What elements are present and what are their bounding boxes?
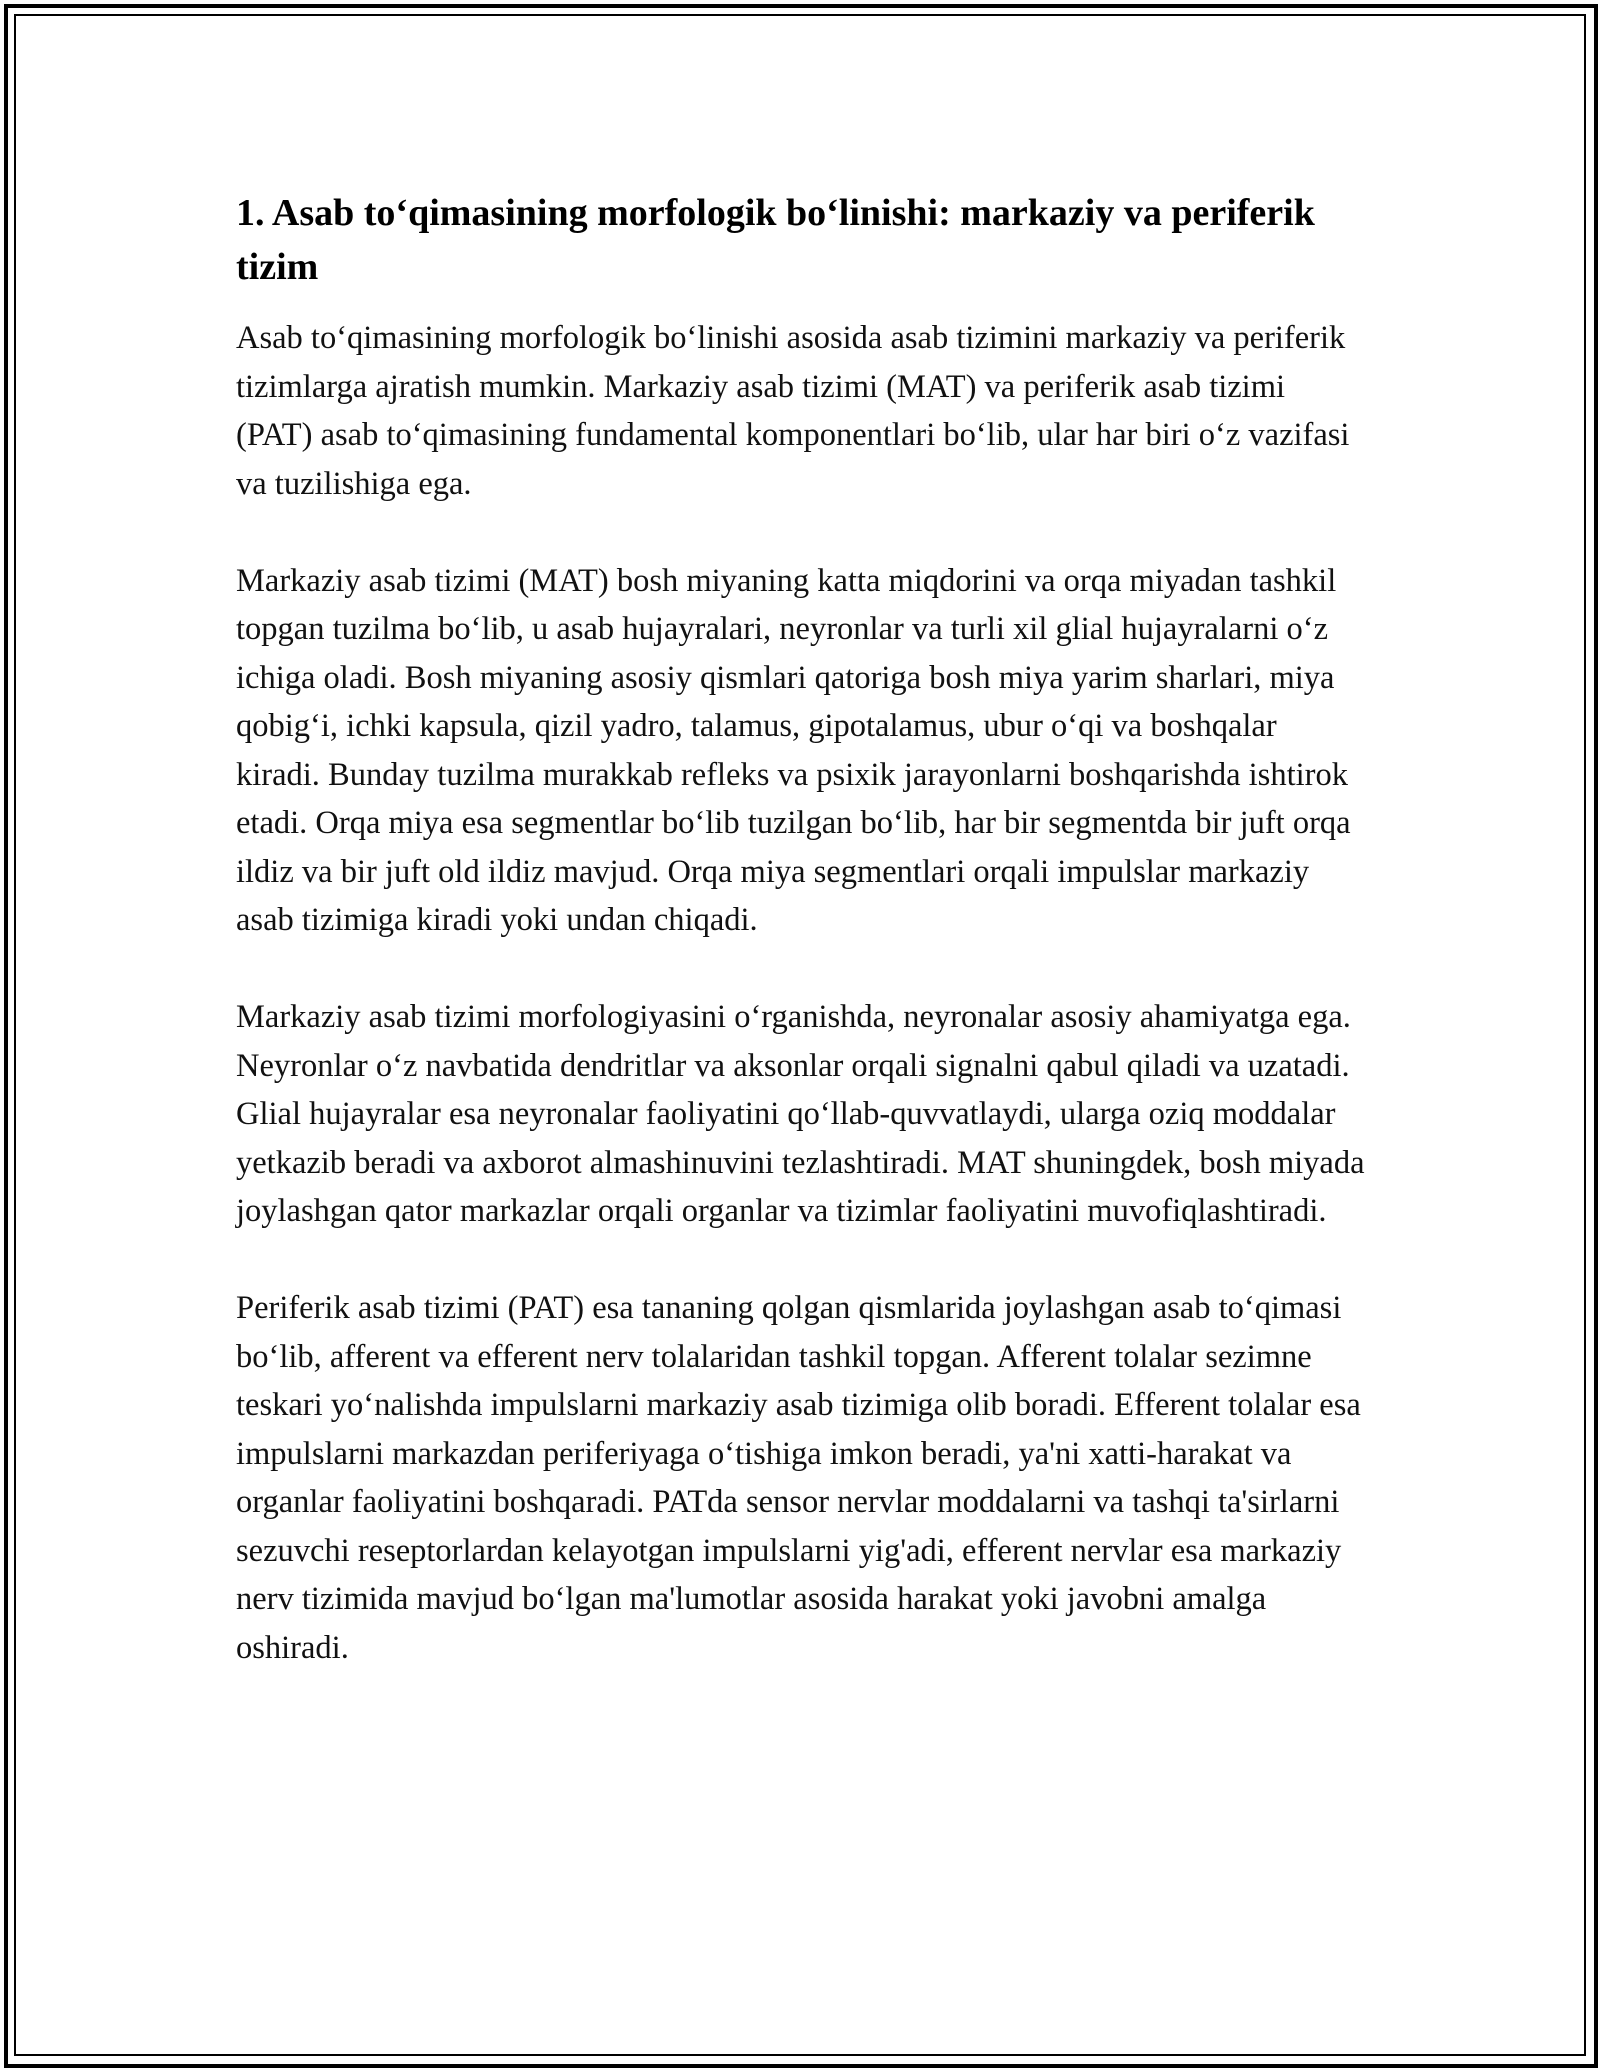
document-body [236,186,1366,1721]
paragraph-pat: Periferik asab tizimi (PAT) esa tananing qolgan qismlarida joylashgan asab to‘qimasi bo‘lib, afferent va efferent nerv tolalaridan tashkil topgan. Afferent tolalar sezimne teskari yo‘nalishda impulslarni markaziy asab tizimiga olib boradi. Efferent tolalar esa impulslarni markazdan periferiyaga o‘tishiga imkon beradi, ya'ni xatti-harakat va organlar faoliyatini boshqaradi. PATda sensor nervlar moddalarni va tashqi ta'sirlarni sezuvchi reseptorlardan kelayotgan impulslarni yig'adi, efferent nervlar esa markaziy nerv tizimida mavjud bo‘lgan ma'lumotlar asosida harakat yoki javobni amalga oshiradi. [236,1290,1361,1666]
section-heading: 1. Asab to‘qimasining morfologik bo‘linishi: markaziy va periferik tizim [236,192,1315,288]
paragraph-mat-structure: Markaziy asab tizimi (MAT) bosh miyaning katta miqdorini va orqa miyadan tashkil topgan tuzilma bo‘lib, u asab hujayralari, neyronlar va turli xil glial hujayralarni o‘z ichiga oladi. Bosh miyaning asosiy qismlari qatoriga bosh miya yarim sharlari, miya qobig‘i, ichki kapsula, qizil yadro, talamus, gipotalamus, ubur o‘qi va boshqalar kiradi. Bunday tuzilma murakkab refleks va psixik jarayonlarni boshqarishda ishtirok etadi. Orqa miya esa segmentlar bo‘lib tuzilgan bo‘lib, har bir segmentda bir juft orqa ildiz va bir juft old ildiz mavjud. Orqa miya segmentlari orqali impulslar markaziy asab tizimiga kiradi yoki undan chiqadi. [236,562,1351,938]
paragraph-mat-morphology: Markaziy asab tizimi morfologiyasini o‘rganishda, neyronalar asosiy ahamiyatga ega. Neyronlar o‘z navbatida dendritlar va aksonlar orqali signalni qabul qiladi va uzatadi. Glial hujayralar esa neyronalar faoliyatini qo‘llab-quvvatlaydi, ularga oziq moddalar yetkazib beradi va axborot almashinuvini tezlashtiradi. MAT shuningdek, bosh miyada joylashgan qator markazlar orqali organlar va tizimlar faoliyatini muvofiqlashtiradi. [236,999,1365,1229]
paragraph-intro: Asab to‘qimasining morfologik bo‘linishi asosida asab tizimini markaziy va periferik tizimlarga ajratish mumkin. Markaziy asab tizimi (MAT) va periferik asab tizimi (PAT) asab to‘qimasining fundamental komponentlari bo‘lib, ular har biri o‘z vazifasi va tuzilishiga ega. [236,320,1350,502]
